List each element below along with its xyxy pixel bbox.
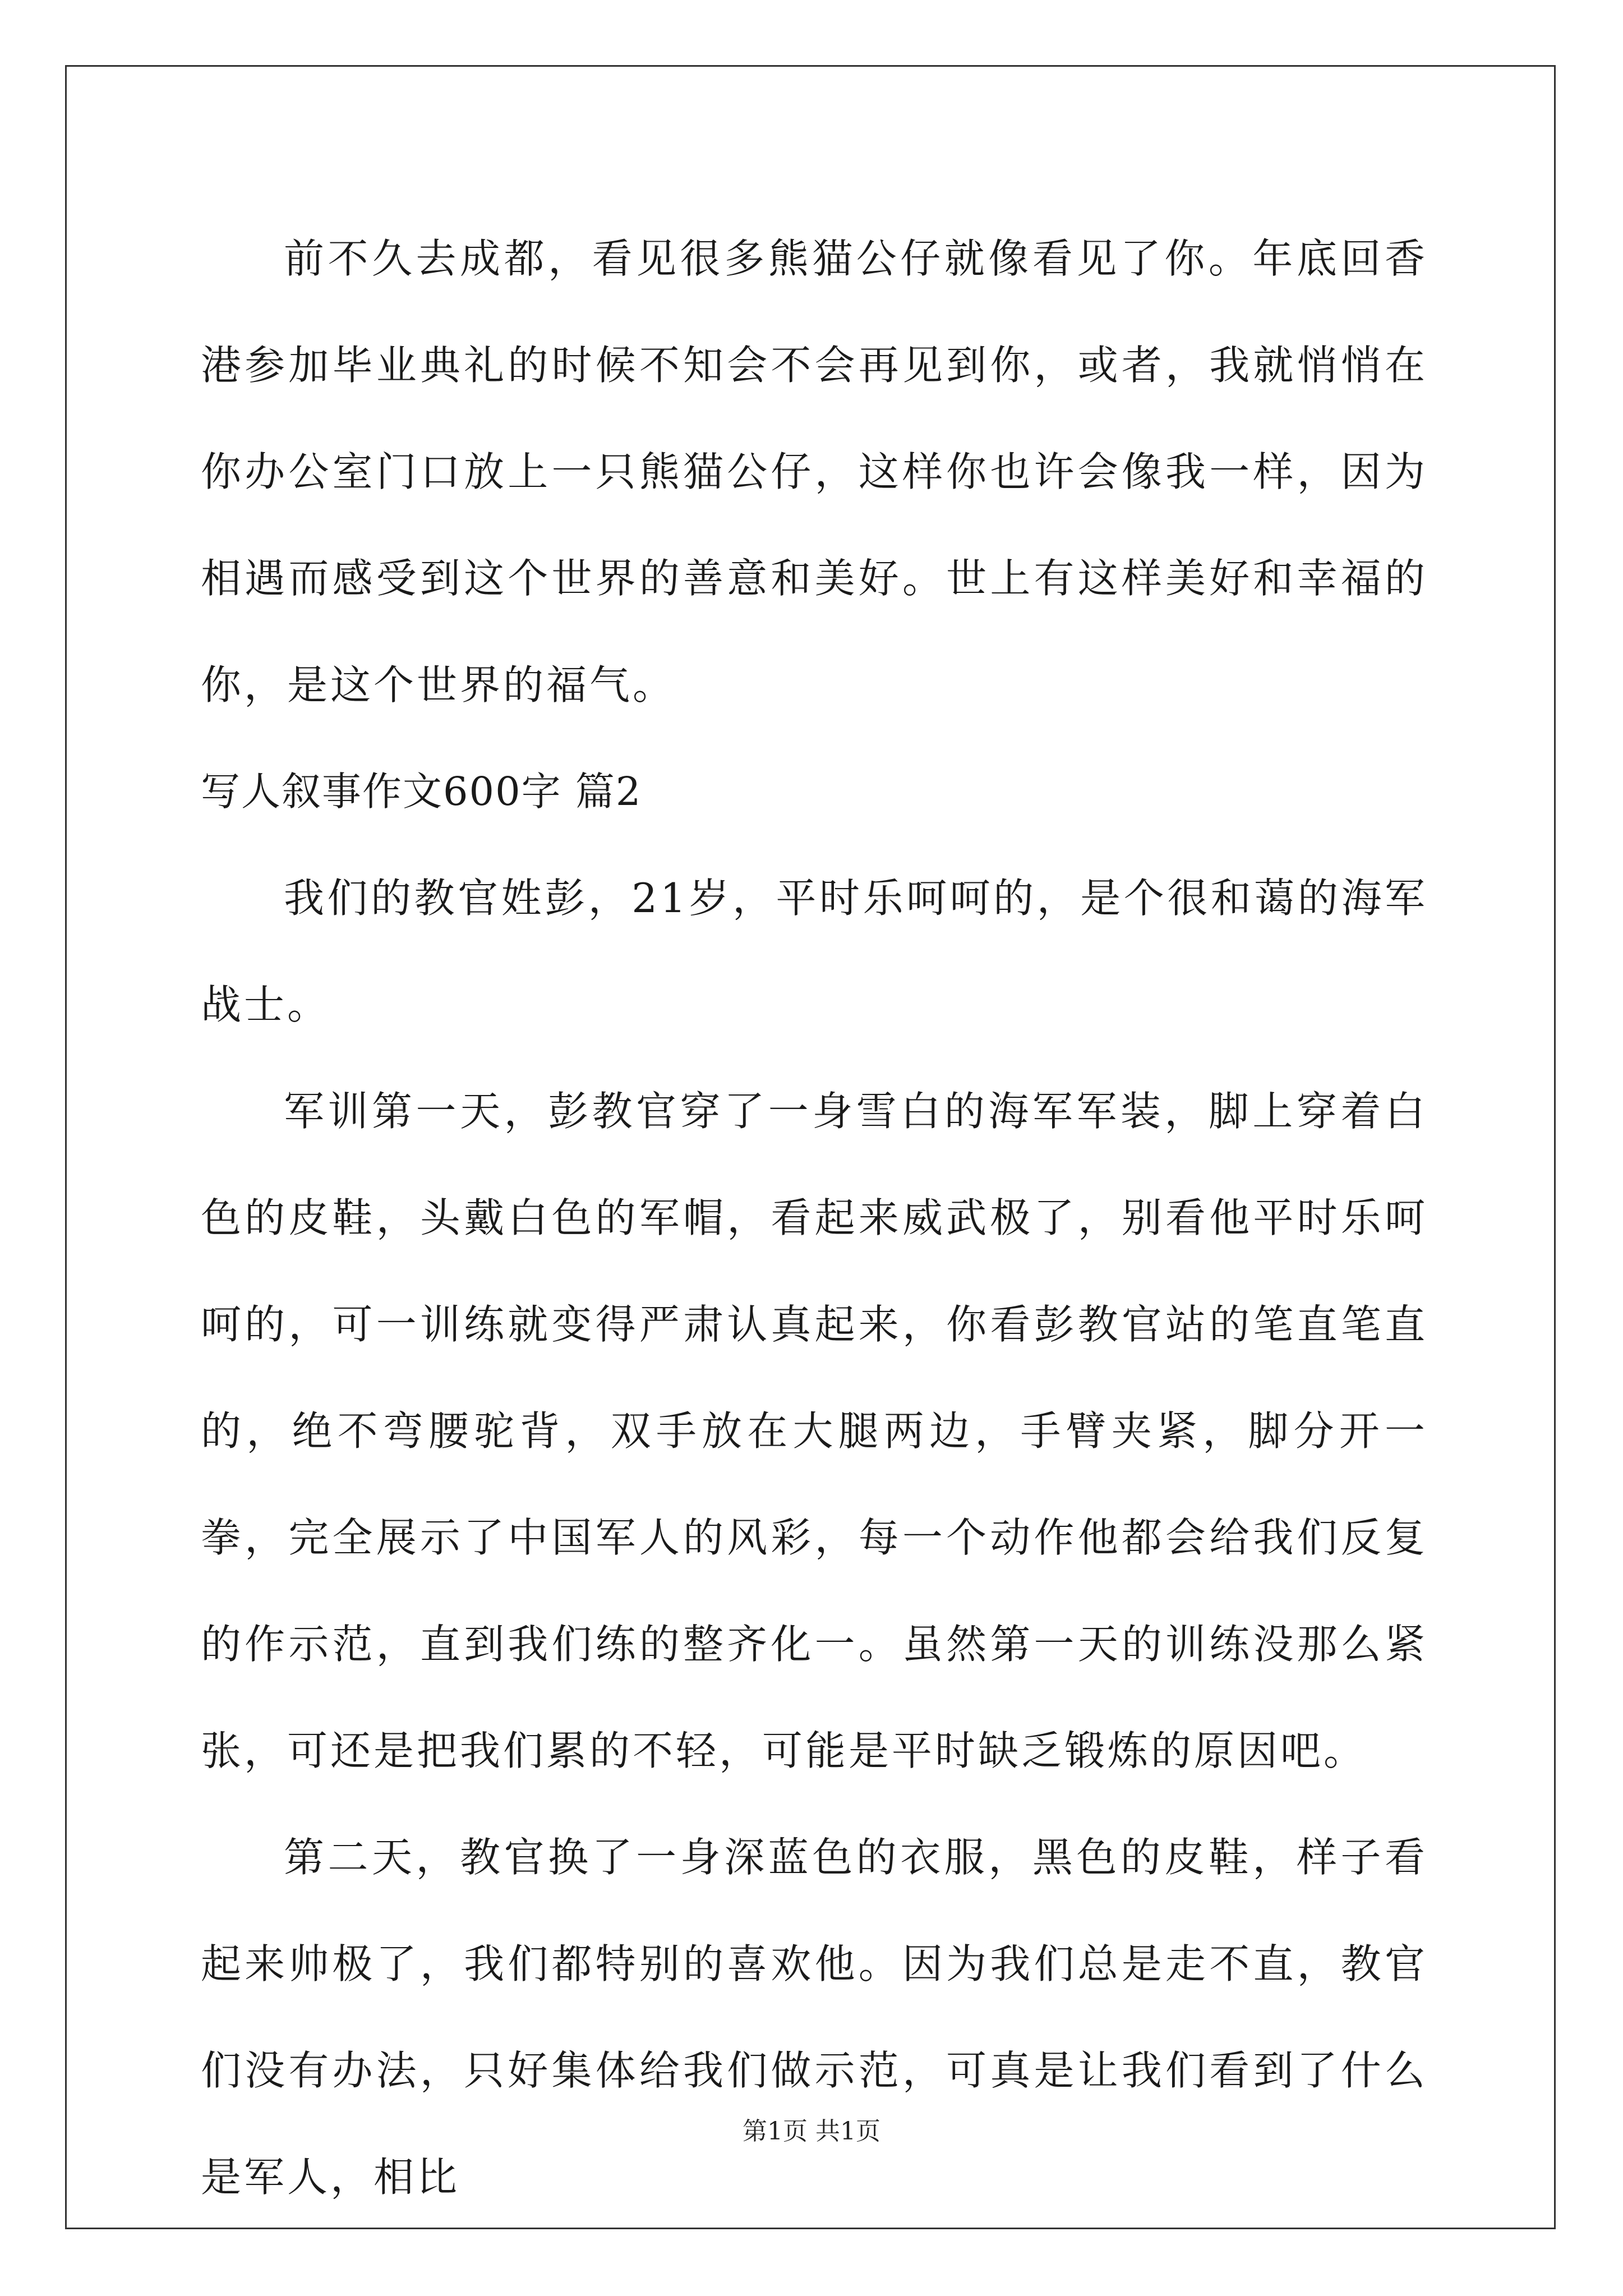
page-number-footer: 第1页 共1页: [743, 2117, 880, 2146]
paragraph-1: 前不久去成都，看见很多熊猫公仔就像看见了你。年底回香港参加毕业典礼的时候不知会不会再见到你，或者，我就悄悄在你办公室门口放上一只熊猫公仔，这样你也许会像我一样，因为相遇而感受到这个世界的善意和美好。世上有这样美好和幸福的你，是这个世界的福气。: [201, 235, 1428, 708]
document-body: [201, 205, 1428, 2230]
paragraph-3: 军训第一天，彭教官穿了一身雪白的海军军装，脚上穿着白色的皮鞋，头戴白色的军帽，看起来威武极了，别看他平时乐呵呵的，可一训练就变得严肃认真起来，你看彭教官站的笔直笔直的，绝不弯腰驼背，双手放在大腿两边，手臂夹紧，脚分开一拳，完全展示了中国军人的风彩，每一个动作他都会给我们反复的作示范，直到我们练的整齐化一。虽然第一天的训练没那么紧张，可还是把我们累的不轻，可能是平时缺乏锻炼的原因吧。: [201, 1088, 1428, 1774]
section-heading: 写人叙事作文600字 篇2: [201, 769, 642, 815]
paragraph-4: 第二天，教官换了一身深蓝色的衣服，黑色的皮鞋，样子看起来帅极了，我们都特别的喜欢他。因为我们总是走不直，教官们没有办法，只好集体给我们做示范，可真是让我们看到了什么是军人，相比: [201, 1834, 1428, 2201]
paragraph-2: 我们的教官姓彭，21岁，平时乐呵呵的，是个很和蔼的海军战士。: [201, 875, 1428, 1028]
